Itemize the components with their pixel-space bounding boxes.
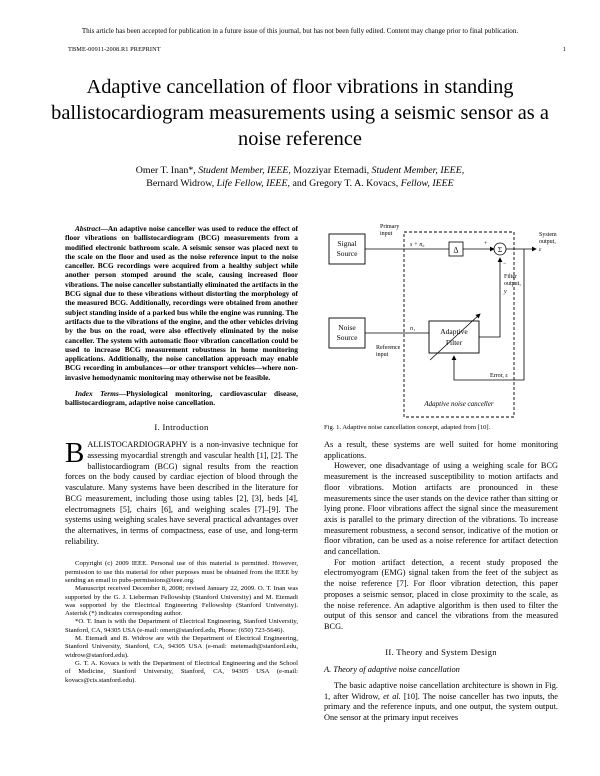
plus-sign: + (484, 241, 488, 247)
architecture-etal: et al. (383, 691, 401, 701)
filter-output-label: y (504, 289, 507, 295)
author-role: Life Fellow, IEEE, (216, 178, 290, 189)
signal-source-label: Source (336, 249, 358, 258)
author-list (40, 164, 560, 190)
paragraph-artifact-detection: For motion artifact detection, a recent study proposed the electromyogram (EMG) signal taken from the feet of the subject as the noise reference [7]. For floor vibration detection, this paper proposes a seismic sensor, placed in close proximity to the scale, as the noise reference. An adaptive algorithm is then used to filter the output of this sensor and cancel the vibrations from the measured BCG. (324, 557, 558, 631)
footnote-copyright: Copyright (c) 2009 IEEE. Personal use of this material is permitted. However, permission to use this material for other purposes must be obtained from the IEEE by sending an email to pubs-permissions@ieee.org. (65, 560, 298, 584)
right-column (324, 440, 558, 724)
error-feedback-line (454, 249, 524, 380)
section-heading-introduction: I. Introduction (154, 421, 209, 432)
author-kovacs: and Gregory T. A. Kovacs, (289, 178, 401, 189)
footnotes (65, 560, 298, 684)
section-heading-theory: II. Theory and System Design (385, 646, 497, 657)
adaptive-filter-box (429, 321, 479, 353)
footnote-kovacs: G. T. A. Kovacs is with the Department of Electrical Engineering and the School of Medicine, Stanford University, Stanford, CA, 94305 USA (e-mail: kovacs@cis.stanford.edu). (65, 659, 298, 684)
running-head: TBME-00911-2008.R1 PREPRINT (68, 46, 161, 53)
index-terms-text: —Physiological monitoring, cardiovascular disease, ballistocardiogram, adaptive noise cancellation. (65, 389, 298, 408)
index-terms-label: Index Terms (75, 389, 119, 399)
intro-lead-word: ALLISTOCARDIOGRAPHY (87, 440, 188, 450)
reference-input-label: input (376, 352, 389, 358)
figure-noise-canceller (324, 222, 558, 422)
architecture-text: [10]. The noise canceller has two inputs, the primary and the reference inputs, and one output, the system output. One sensor at the primary input receives (324, 691, 558, 723)
summation-symbol: Σ (497, 245, 503, 254)
noise-canceller-diagram (324, 222, 558, 422)
author-etemadi: Mozziyar Etemadi, (290, 165, 372, 176)
index-terms (65, 389, 298, 408)
canceller-caption-label: Adaptive noise canceller (424, 400, 494, 408)
primary-signal-label: s + n₀ (410, 242, 425, 248)
footnote-inan: *O. T. Inan is with the Department of Electrical Engineering, Stanford University, Stanford, CA, 94305 USA (e-mail: omeri@stanford.edu, Phone: (650) 723-5646). (65, 618, 298, 634)
architecture-text: The basic adaptive noise cancellation architecture is shown in Fig. 1, after Widrow, (324, 681, 558, 701)
abstract-text: —An adaptive noise canceller was used to reduce the effect of floor vibrations on ballistocardiogram (BCG) measurements from a modified electronic bathroom scale. A seismic sensor was placed next to the scale on the floor and used as the noise reference input to the noise canceller. BCG recordings were acquired from a healthy subject while another person stomped around the scale, causing increased floor vibrations. The noise canceller substantially eliminated the artifacts in the BCG signal due to these vibrations without distorting the morphology of the measured BCG. Additionally, recordings were obtained from another subject standing inside of a parked bus while the engine was running. The artifacts due to the vibrations of the engine, and the other vehicles driving by the bus on the road, were also effectively eliminated by the noise canceller. The system with automatic floor vibration cancellation could be used to increase BCG measurement robustness in home monitoring applications. Additionally, the noise cancellation approach may enable BCG recording in ambulances—or other transport vehicles—where non-invasive hemodynamic monitoring may otherwise not be feasible. (65, 224, 298, 382)
footnote-manuscript: Manuscript received December 8, 2008; revised January 22, 2009. O. T. Inan was supported by the G. J. Lieberman Fellowship (Stanford University) and M. Etemadi was supported by the Electrical Engineering Fellowship (Stanford University). Asterisk (*) indicates corresponding author. (65, 585, 298, 618)
subsection-heading-theory: A. Theory of adaptive noise cancellation (324, 665, 460, 675)
adaptive-filter-label: Filter (445, 338, 463, 347)
introduction-paragraph (65, 437, 298, 547)
error-label: Error, ε (490, 373, 508, 379)
paragraph-architecture (324, 681, 558, 724)
system-output-label: ε (539, 247, 542, 253)
paragraph-disadvantage: However, one disadvantage of using a weighing scale for BCG measurement is the increased susceptibility to motion artifacts and floor vibrations. Motion artifacts are pronounced in these measurements since the user stands on the device rather than sitting or lying prone. Floor vibrations affect the signal since the measurement axis is parallel to the primary direction of the vibrations. To increase measurement robustness, a second sensor, indicative of the motion or floor vibration, can be used as a noise reference for artifact detection and cancellation. (324, 461, 558, 557)
system-output-label: output, (539, 239, 556, 245)
adaptive-filter-label: Adaptive (440, 327, 468, 336)
figure-caption: Fig. 1. Adaptive noise cancellation concept, adapted from [10]. (324, 424, 491, 431)
noise-source-label: Source (336, 333, 358, 342)
author-inan: Omer T. Inan*, (135, 165, 199, 176)
filter-output-label: Filter (504, 274, 517, 280)
paper-title: Adaptive cancellation of floor vibrations in standing ballistocardiogram measurements using a seismic sensor as a noise reference (51, 76, 549, 150)
paragraph-continued: As a result, these systems are well suited for home monitoring applications. (324, 440, 558, 460)
system-output-label: System (539, 232, 557, 238)
minus-sign: − (503, 261, 507, 267)
filter-output-label: output, (504, 281, 521, 287)
signal-source-label: Signal (337, 239, 357, 248)
author-role: Student Member, IEEE, (198, 165, 291, 176)
delay-symbol: Δ (453, 245, 459, 255)
noise-source-label: Noise (338, 323, 356, 332)
reference-signal-label: n₁ (410, 326, 416, 332)
acceptance-notice: This article has been accepted for publication in a future issue of this journal, but has not been fully edited. Content may change prior to final publication. (81, 27, 519, 35)
left-column (65, 224, 298, 685)
filter-output-line (479, 258, 500, 337)
primary-input-label: input (380, 231, 393, 237)
drop-cap: B (65, 437, 85, 470)
footnote-etemadi-widrow: M. Etemadi and B. Widrow are with the Department of Electrical Engineering, Stanford University, Stanford, CA, 94305 USA (e-mail: metemadi@stanford.edu, widrow@stanford.edu). (65, 635, 298, 659)
reference-input-label: Reference (376, 345, 401, 351)
abstract-label: Abstract (75, 224, 101, 233)
abstract (65, 224, 298, 382)
author-role: Fellow, IEEE (400, 178, 454, 189)
author-role: Student Member, IEEE, (371, 165, 465, 176)
page-number: 1 (562, 46, 566, 53)
intro-text: is a non-invasive technique for assessing myocardial strength and vascular health [1], [2]. The ballistocardiogram (BCG) signal results from the reaction forces on the body caused by cardiac ejection of blood through the vasculature. Many systems have been described in the literature for BCG measurement, including those using tables [2], [3], beds [4], electromagnets [5], chairs [6], and weighing scales [7]–[9]. The systems using weighing scales have several practical advantages over the alternatives, in terms of compactness, ease of use, and long-term reliability. (65, 440, 298, 546)
author-widrow: Bernard Widrow, (146, 178, 217, 189)
primary-input-label: Primary (380, 224, 400, 230)
